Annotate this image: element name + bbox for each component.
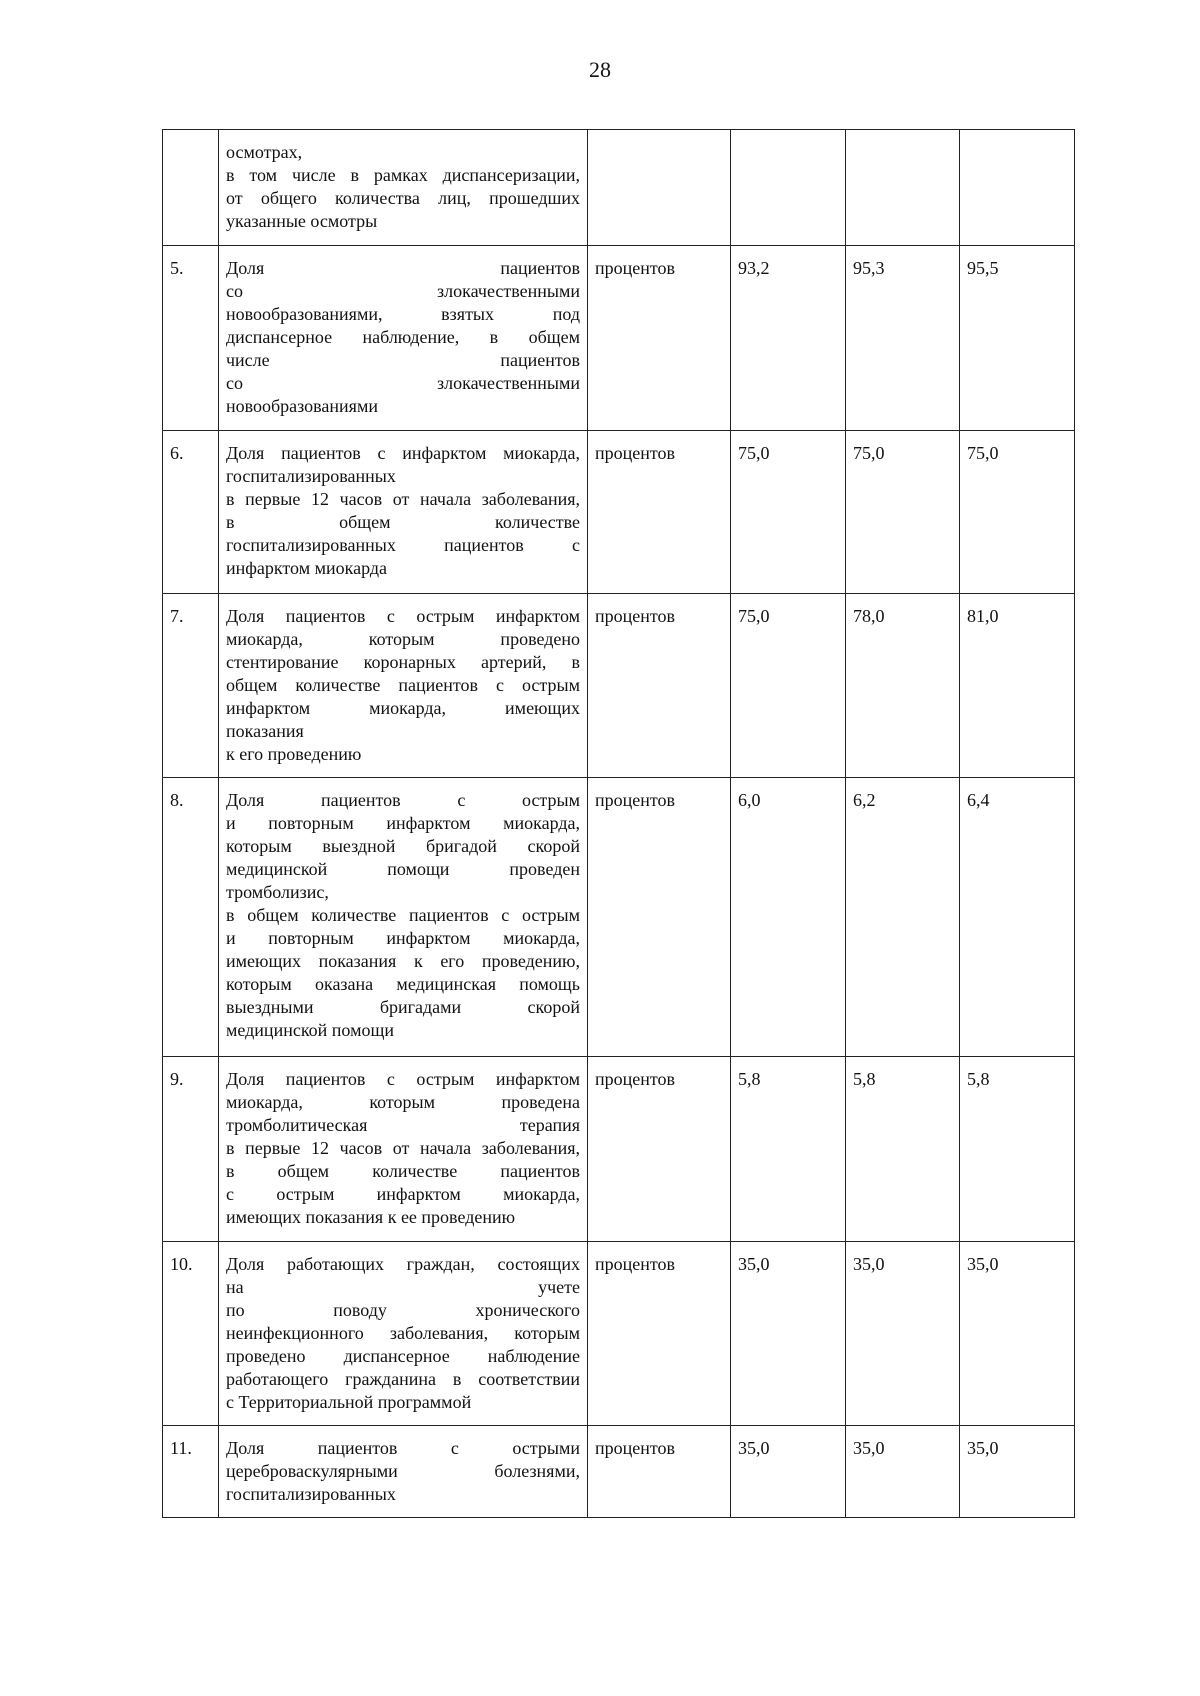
row-number-cell: 9.: [163, 1057, 219, 1242]
indicator-name-line: к его проведению: [226, 744, 362, 764]
indicator-name-line: проведено диспансерное наблюдение: [226, 1346, 580, 1366]
indicator-name-line: от общего количества лиц, прошедших: [226, 188, 580, 208]
indicator-name-line: работающего гражданина в соответствии: [226, 1369, 580, 1389]
table-row: [163, 431, 1075, 594]
value-cell-3: 95,5: [960, 246, 1075, 431]
indicator-name-line: осмотрах,: [226, 142, 303, 162]
indicator-name-line: числе пациентов: [226, 350, 580, 370]
value-cell-2: 95,3: [846, 246, 960, 431]
table-row: [163, 130, 1075, 246]
indicator-name-line: инфарктом миокарда: [226, 558, 387, 578]
indicator-name-cell: [219, 246, 588, 431]
indicator-name-line: госпитализированных пациентов с: [226, 535, 580, 555]
unit-cell: процентов: [588, 1426, 731, 1518]
value-cell-2: [846, 130, 960, 246]
indicator-name-line: имеющих показания к его проведению,: [226, 951, 580, 971]
indicator-name-line: Доля работающих граждан, состоящих: [226, 1254, 580, 1274]
value-cell-1: 35,0: [731, 1242, 846, 1426]
value-cell-2: 35,0: [846, 1242, 960, 1426]
indicator-name-line: показания: [226, 721, 304, 741]
value-cell-2: 78,0: [846, 594, 960, 778]
row-number-cell: [163, 130, 219, 246]
indicator-name-line: госпитализированных: [226, 466, 396, 486]
value-cell-1: 6,0: [731, 778, 846, 1057]
indicator-name-line: Доля пациентов с инфарктом миокарда,: [226, 443, 580, 463]
indicator-name-line: медицинской помощи: [226, 1020, 394, 1040]
indicator-name-line: новообразованиями, взятых под: [226, 304, 580, 324]
value-cell-2: 75,0: [846, 431, 960, 594]
row-number-cell: 5.: [163, 246, 219, 431]
indicator-name-line: Доля пациентов с острыми: [226, 1438, 580, 1458]
table-row: [163, 594, 1075, 778]
unit-cell: процентов: [588, 431, 731, 594]
indicator-name-line: и повторным инфарктом миокарда,: [226, 813, 580, 833]
value-cell-3: 35,0: [960, 1426, 1075, 1518]
page-number: 28: [589, 57, 611, 82]
indicators-table: [162, 129, 1075, 1518]
indicator-name-line: тромболитическая терапия: [226, 1115, 580, 1135]
table-row: [163, 778, 1075, 1057]
unit-cell: процентов: [588, 246, 731, 431]
indicator-name-cell: [219, 594, 588, 778]
value-cell-1: [731, 130, 846, 246]
indicator-name-cell: [219, 130, 588, 246]
indicator-name-line: которым выездной бригадой скорой: [226, 836, 580, 856]
unit-cell: процентов: [588, 594, 731, 778]
indicator-name-line: Доля пациентов с острым инфарктом: [226, 606, 580, 626]
indicator-name-line: Доля пациентов с острым инфарктом: [226, 1069, 580, 1089]
table-row: [163, 1242, 1075, 1426]
value-cell-1: 93,2: [731, 246, 846, 431]
indicator-name-line: на учете: [226, 1277, 580, 1297]
indicator-name-line: с острым инфарктом миокарда,: [226, 1184, 580, 1204]
indicator-name-line: в первые 12 часов от начала заболевания,: [226, 489, 580, 509]
row-number-cell: 11.: [163, 1426, 219, 1518]
indicator-name-line: госпитализированных: [226, 1484, 396, 1504]
unit-cell: процентов: [588, 1242, 731, 1426]
row-number-cell: 8.: [163, 778, 219, 1057]
row-number-cell: 6.: [163, 431, 219, 594]
value-cell-3: 35,0: [960, 1242, 1075, 1426]
indicator-name-line: Доля пациентов с острым: [226, 790, 580, 810]
value-cell-1: 35,0: [731, 1426, 846, 1518]
indicator-name-line: в общем количестве пациентов с острым: [226, 905, 580, 925]
value-cell-2: 6,2: [846, 778, 960, 1057]
indicator-name-line: общем количестве пациентов с острым: [226, 675, 580, 695]
value-cell-2: 35,0: [846, 1426, 960, 1518]
indicator-name-line: в общем количестве: [226, 512, 580, 532]
indicator-name-line: указанные осмотры: [226, 211, 378, 231]
row-number-cell: 10.: [163, 1242, 219, 1426]
indicator-name-line: со злокачественными: [226, 281, 580, 301]
indicator-name-line: Доля пациентов: [226, 258, 580, 278]
table-row: [163, 1426, 1075, 1518]
indicator-name-line: выездными бригадами скорой: [226, 997, 580, 1017]
indicator-name-line: в общем количестве пациентов: [226, 1161, 580, 1181]
indicator-name-cell: [219, 431, 588, 594]
unit-cell: процентов: [588, 1057, 731, 1242]
value-cell-3: 5,8: [960, 1057, 1075, 1242]
indicator-name-line: тромболизис,: [226, 882, 329, 902]
value-cell-3: 6,4: [960, 778, 1075, 1057]
row-number-cell: 7.: [163, 594, 219, 778]
indicator-name-cell: [219, 1242, 588, 1426]
value-cell-3: [960, 130, 1075, 246]
indicator-name-line: в первые 12 часов от начала заболевания,: [226, 1138, 580, 1158]
indicator-name-cell: [219, 778, 588, 1057]
indicators-table-body: [163, 130, 1075, 1518]
indicator-name-line: имеющих показания к ее проведению: [226, 1207, 516, 1227]
indicator-name-line: инфарктом миокарда, имеющих: [226, 698, 580, 718]
value-cell-1: 75,0: [731, 594, 846, 778]
indicator-name-line: и повторным инфарктом миокарда,: [226, 928, 580, 948]
indicator-name-line: которым оказана медицинская помощь: [226, 974, 580, 994]
indicator-name-line: новообразованиями: [226, 396, 378, 416]
value-cell-1: 5,8: [731, 1057, 846, 1242]
table-row: [163, 1057, 1075, 1242]
value-cell-2: 5,8: [846, 1057, 960, 1242]
indicator-name-line: с Территориальной программой: [226, 1392, 472, 1412]
indicator-name-line: со злокачественными: [226, 373, 580, 393]
indicator-name-cell: [219, 1426, 588, 1518]
unit-cell: [588, 130, 731, 246]
indicator-name-cell: [219, 1057, 588, 1242]
value-cell-3: 75,0: [960, 431, 1075, 594]
indicator-name-line: цереброваскулярными болезнями,: [226, 1461, 580, 1481]
value-cell-3: 81,0: [960, 594, 1075, 778]
indicator-name-line: диспансерное наблюдение, в общем: [226, 327, 580, 347]
unit-cell: процентов: [588, 778, 731, 1057]
value-cell-1: 75,0: [731, 431, 846, 594]
indicator-name-line: миокарда, которым проведена: [226, 1092, 580, 1112]
table-row: [163, 246, 1075, 431]
indicator-name-line: в том числе в рамках диспансеризации,: [226, 165, 580, 185]
indicator-name-line: неинфекционного заболевания, которым: [226, 1323, 580, 1343]
indicator-name-line: медицинской помощи проведен: [226, 859, 580, 879]
indicator-name-line: стентирование коронарных артерий, в: [226, 652, 580, 672]
indicator-name-line: миокарда, которым проведено: [226, 629, 580, 649]
indicator-name-line: по поводу хронического: [226, 1300, 580, 1320]
